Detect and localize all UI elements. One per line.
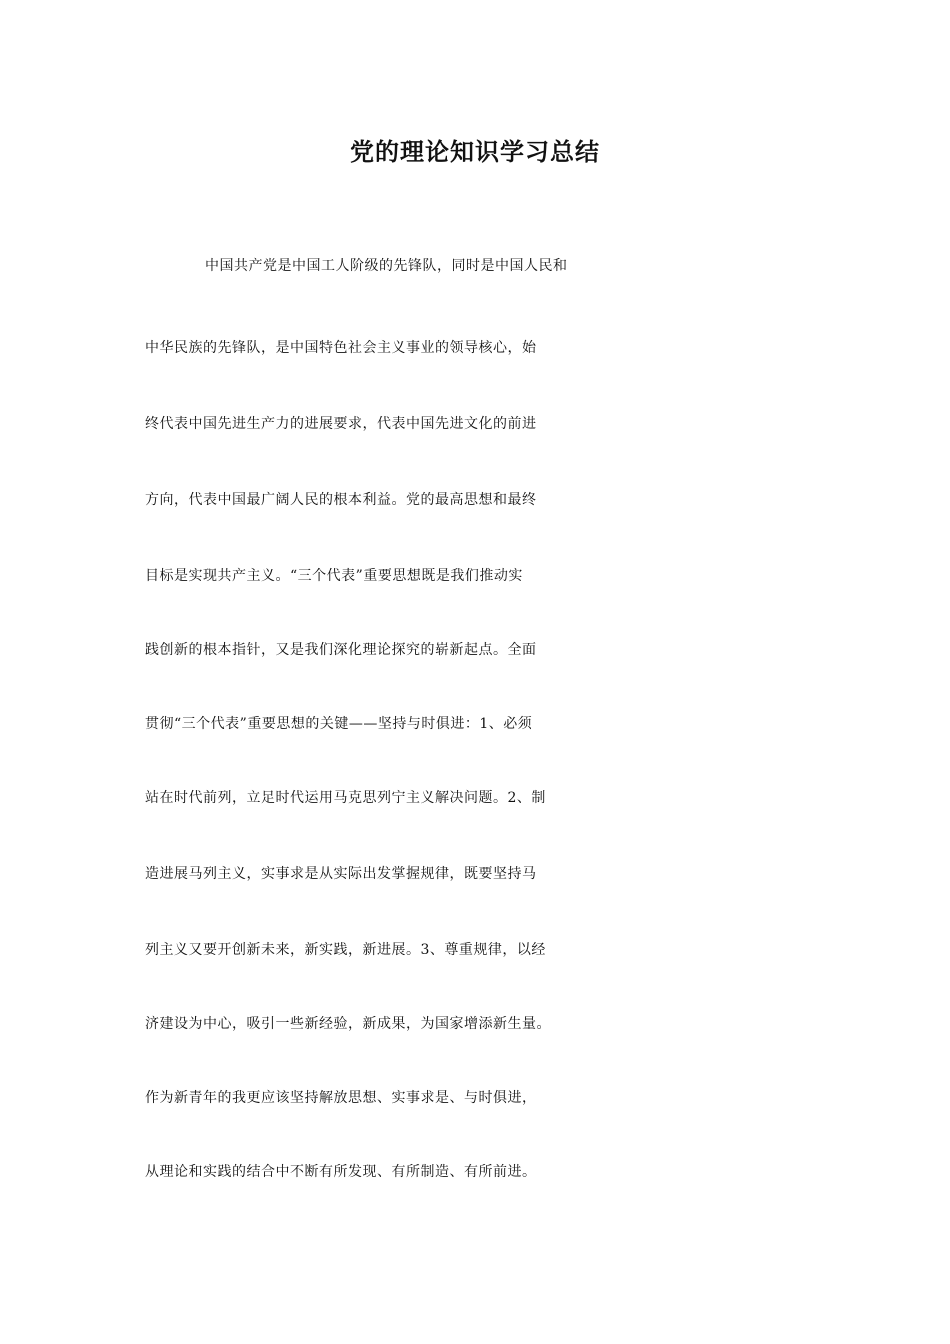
paragraph-line-9: 造进展马列主义，实事求是从实际出发掌握规律，既要坚持马 xyxy=(145,866,537,882)
paragraph-line-10: 列主义又要开创新未来，新实践，新进展。3、尊重规律，以经 xyxy=(145,942,546,958)
paragraph-line-4: 方向，代表中国最广阔人民的根本利益。党的最高思想和最终 xyxy=(145,492,537,508)
paragraph-line-2: 中华民族的先锋队，是中国特色社会主义事业的领导核心，始 xyxy=(145,340,537,356)
document-title: 党的理论知识学习总结 xyxy=(350,137,600,166)
paragraph-line-3: 终代表中国先进生产力的进展要求，代表中国先进文化的前进 xyxy=(145,416,537,432)
paragraph-line-11: 济建设为中心，吸引一些新经验，新成果，为国家增添新生量。 xyxy=(145,1016,551,1032)
paragraph-line-12: 作为新青年的我更应该坚持解放思想、实事求是、与时俱进， xyxy=(145,1090,537,1106)
paragraph-line-5: 目标是实现共产主义。“三个代表”重要思想既是我们推动实 xyxy=(145,568,523,584)
paragraph-line-1: 中国共产党是中国工人阶级的先锋队，同时是中国人民和 xyxy=(205,258,568,274)
paragraph-line-13: 从理论和实践的结合中不断有所发现、有所制造、有所前进。 xyxy=(145,1164,537,1180)
paragraph-line-7: 贯彻“三个代表”重要思想的关键——坚持与时俱进：1、必须 xyxy=(145,716,533,732)
paragraph-line-6: 践创新的根本指针，又是我们深化理论探究的崭新起点。全面 xyxy=(145,642,537,658)
paragraph-line-8: 站在时代前列，立足时代运用马克思列宁主义解决问题。2、制 xyxy=(145,790,546,806)
